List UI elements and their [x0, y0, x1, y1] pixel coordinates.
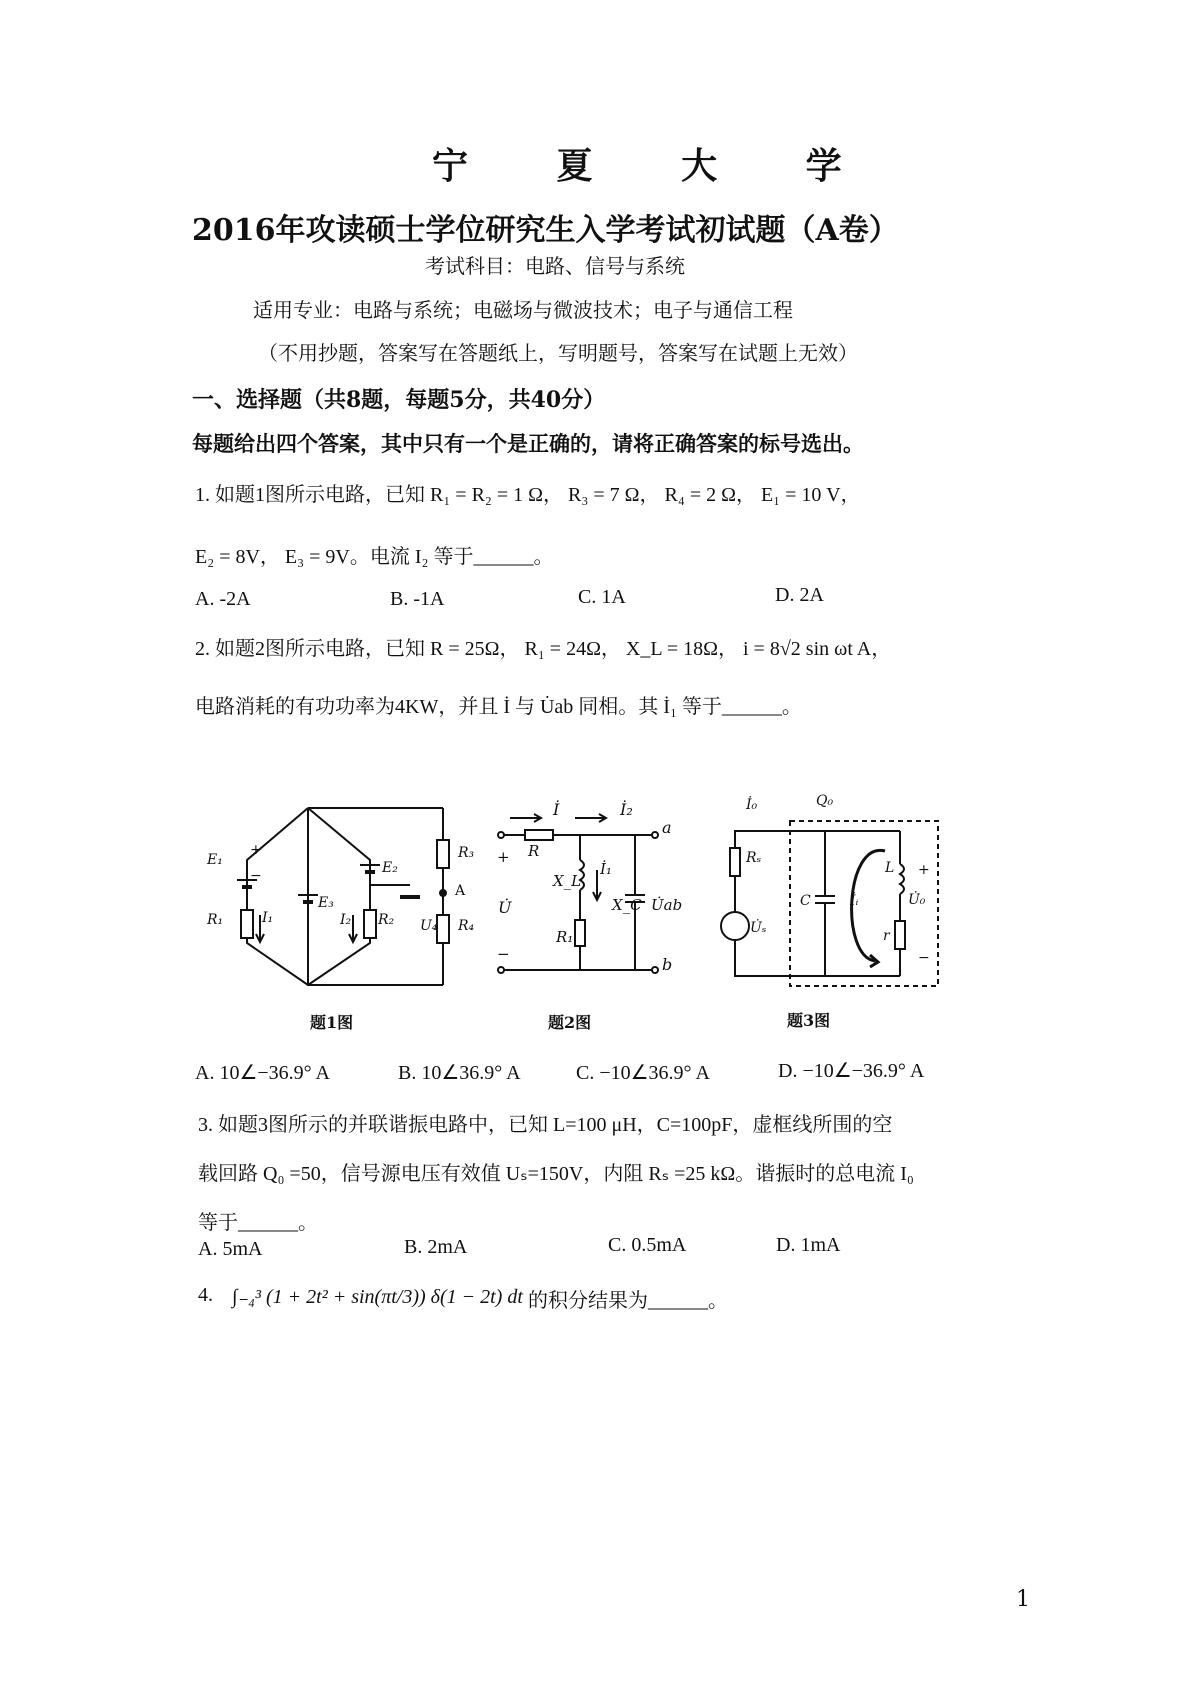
fig3-label-l: L [885, 860, 895, 876]
fig2-label-b: b [662, 955, 673, 974]
q2-option-d: D. −10∠−36.9° A [778, 1060, 925, 1082]
fig1-label-minus: − [250, 868, 262, 884]
fig2-label-minus: − [497, 945, 510, 963]
q2-option-b: B. 10∠36.9° A [398, 1062, 521, 1084]
fig1-label-e2: E₂ [382, 860, 398, 876]
fig2-label-r: R [528, 842, 540, 860]
fig3-label-r: r [883, 928, 890, 944]
fig1-label-e3: E₃ [318, 895, 334, 911]
fig1-node-a [440, 890, 446, 896]
q4-suffix: 的积分结果为______。 [528, 1290, 728, 1312]
q2-option-a: A. 10∠−36.9° A [195, 1062, 330, 1084]
fig2-label-xc: X_C [612, 896, 642, 914]
fig2-label-u: U̇ [498, 898, 512, 917]
fig1-label-r2: R₂ [378, 912, 395, 928]
fig3-label-u0: U̇₀ [908, 892, 926, 908]
page-number: 1 [1016, 1587, 1030, 1612]
fig1-resistor-r3 [437, 840, 449, 868]
fig3-inductor [900, 864, 904, 894]
fig3-label-q0: Q₀ [816, 793, 834, 809]
fig3-label-plus: + [918, 862, 930, 878]
fig2-label-uab: U̇ab [651, 896, 683, 914]
fig3-resistor-r [895, 921, 905, 949]
q4-integral: ∫₋₄³ (1 + 2t² + sin(πt/3)) δ(1 − 2t) dt [232, 1286, 523, 1308]
q3-line2: 载回路 Q₀ =50，信号源电压有效值 Uₛ=150V，内阻 Rₛ =25 kΩ。谐振时的总电流 I₀ [198, 1163, 914, 1185]
fig2-caption: 题2图 [548, 1013, 592, 1032]
q1-line1: 1. 如题1图所示电路，已知 R₁ = R₂ = 1 Ω， R₃ = 7 Ω， R₄ = 2 Ω， E₁ = 10 V， [195, 484, 861, 506]
fig1-label-e1: E₁ [207, 852, 223, 868]
q2-line2: 电路消耗的有功功率为4KW，并且 İ 与 U̇ab 同相。其 İ₁ 等于______。 [195, 696, 802, 718]
fig2-label-i: İ [553, 800, 560, 819]
q3-option-a: A. 5mA [198, 1238, 263, 1260]
fig2-label-i1: İ₁ [600, 860, 612, 878]
q3-line1: 3. 如题3图所示的并联谐振电路中，已知 L=100 μH，C=100pF，虚框线所围的空 [198, 1114, 893, 1136]
fig1-label-i1: I₁ [262, 910, 274, 926]
university-name: 宁 夏 大 学 [432, 145, 880, 187]
q3-option-d: D. 1mA [776, 1234, 841, 1256]
fig1-label-plus: + [250, 842, 262, 858]
fig3-label-us: U̇ₛ [750, 920, 767, 936]
fig2-label-xl: X_L [553, 872, 582, 890]
q1-line2: E₂ = 8V， E₃ = 9V。电流 I₂ 等于______。 [195, 546, 554, 568]
fig3-resistor-rs [730, 848, 740, 876]
fig1-label-u4: U₄ [420, 918, 438, 934]
exam-note: （不用抄题，答案写在答题纸上，写明题号，答案写在试题上无效） [258, 341, 858, 365]
q4-number: 4. [198, 1284, 213, 1306]
q1-option-c: C. 1A [578, 586, 626, 608]
exam-majors: 适用专业：电路与系统；电磁场与微波技术；电子与通信工程 [253, 298, 793, 322]
fig2-label-i2: İ₂ [620, 800, 633, 819]
fig1-resistor-r2 [364, 910, 376, 938]
fig3-label-ii: İᵢ [850, 893, 859, 909]
fig1-label-a: A [455, 883, 466, 899]
fig3-caption: 题3图 [787, 1011, 831, 1030]
fig2-resistor-r [525, 830, 553, 840]
fig2-label-plus: + [497, 848, 510, 866]
q3-option-b: B. 2mA [404, 1236, 468, 1258]
fig3-label-rs: Rₛ [746, 850, 762, 866]
fig2-label-a: a [662, 818, 672, 837]
fig1-resistor-r1 [241, 910, 253, 938]
q2-line1: 2. 如题2图所示电路，已知 R = 25Ω， R₁ = 24Ω， X_L = 18Ω， i = 8√2 sin ωt A， [195, 638, 892, 660]
q3-line3: 等于______。 [198, 1212, 318, 1234]
section-instruction: 每题给出四个答案，其中只有一个是正确的，请将正确答案的标号选出。 [192, 431, 864, 456]
q1-option-a: A. -2A [195, 588, 251, 610]
q1-option-b: B. -1A [390, 588, 445, 610]
fig1-label-r3: R₃ [458, 845, 475, 861]
fig3-source-us [721, 912, 749, 940]
q3-option-c: C. 0.5mA [608, 1234, 687, 1256]
q1-option-d: D. 2A [775, 584, 824, 606]
fig3-label-i0: İ₀ [746, 797, 758, 813]
fig2-label-r1: R₁ [556, 928, 574, 946]
fig3-label-minus: − [918, 950, 930, 966]
fig2-resistor-r1 [575, 920, 585, 946]
figure-1-circuit [215, 805, 465, 985]
exam-subject: 考试科目：电路、信号与系统 [425, 254, 685, 278]
q2-option-c: C. −10∠36.9° A [576, 1062, 710, 1084]
fig1-label-i2: I₂ [340, 912, 352, 928]
fig3-label-c: C [800, 893, 811, 909]
section-heading: 一、选择题（共8题，每题5分，共40分） [192, 387, 606, 413]
fig1-resistor-r4 [437, 915, 449, 943]
fig1-caption: 题1图 [310, 1013, 354, 1032]
fig1-label-r4: R₄ [458, 918, 475, 934]
exam-title: 2016年攻读硕士学位研究生入学考试初试题（A卷） [192, 213, 899, 248]
fig1-label-r1: R₁ [207, 912, 224, 928]
